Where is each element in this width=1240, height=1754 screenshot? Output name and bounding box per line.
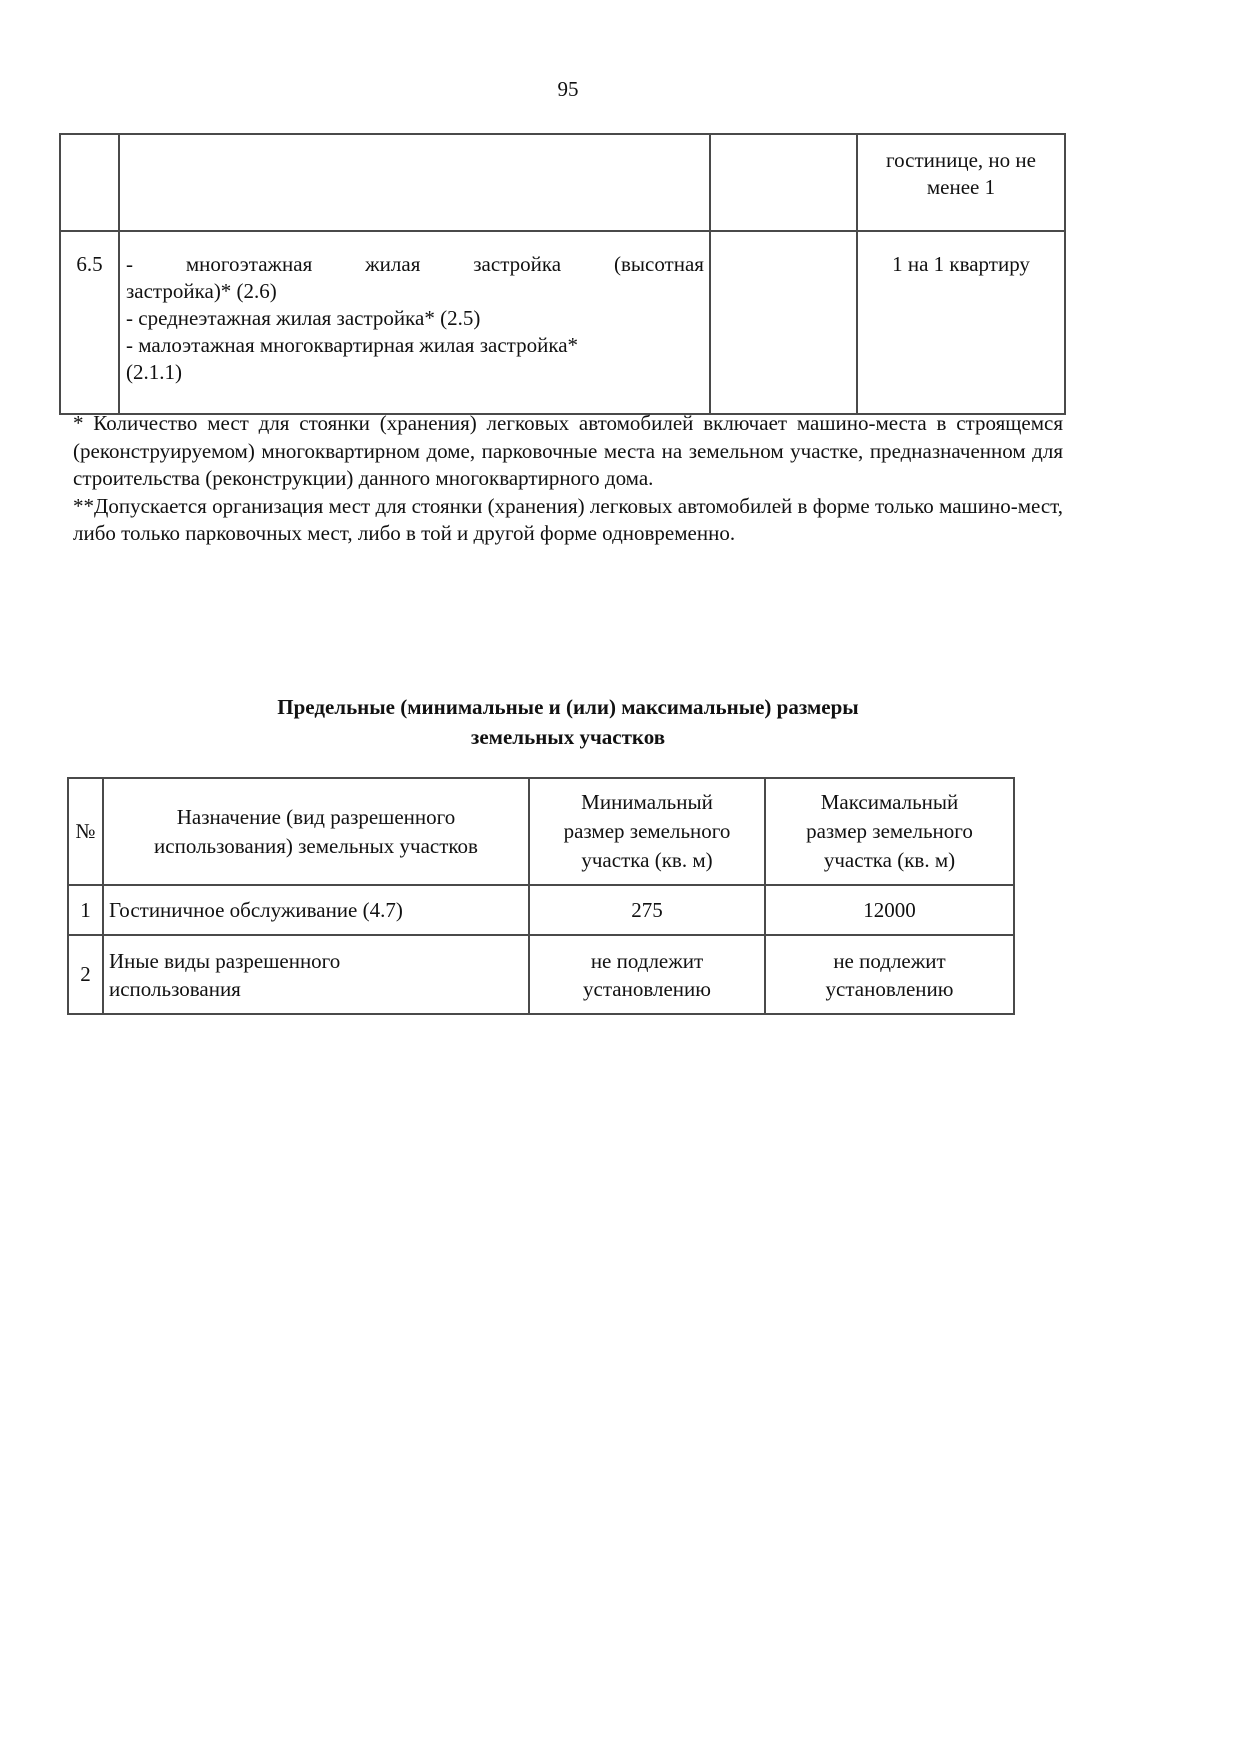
footnote-single-asterisk: * Количество мест для стоянки (хранения) легковых автомобилей включает машино-места в строящемся (реконструируемом) многоквартирном доме, парковочные места на земельном участке, предназначенном для строительства (реконструкции) данного многоквартирного дома. [73, 411, 1063, 491]
norm-line: гостинице, но не [886, 148, 1036, 172]
section-title [0, 692, 1136, 752]
header-line: размер земельного [806, 819, 973, 843]
cell-line: использования [109, 976, 241, 1001]
header-line: Минимальный [581, 790, 713, 814]
header-number: № [68, 778, 103, 885]
empty-cell [710, 231, 857, 414]
description-cell [119, 134, 710, 231]
cell-line: не подлежит [590, 948, 704, 973]
empty-cell [710, 134, 857, 231]
header-line: участка (кв. м) [823, 848, 956, 872]
footnotes [73, 410, 1063, 548]
cell-line: Иные виды разрешенного [109, 948, 341, 973]
description-line [126, 251, 704, 278]
header-line: размер земельного [563, 819, 731, 843]
purpose-cell [103, 885, 529, 935]
cell-line: 12000 [863, 898, 916, 922]
header-line: Назначение (вид разрешенного [176, 804, 456, 829]
header-line: использования) земельных участков [154, 833, 478, 858]
header-max-size [765, 778, 1014, 885]
table-row [68, 935, 1014, 1014]
max-size-cell [765, 935, 1014, 1014]
section-title-line: Предельные (минимальные и (или) максимальные) размеры [277, 695, 859, 719]
table-row [60, 231, 1065, 414]
table-header-row [68, 778, 1014, 885]
section-title-line: земельных участков [470, 725, 666, 749]
table-row [60, 134, 1065, 231]
description-word: застройка [473, 252, 562, 276]
norm-line: 1 на 1 квартиру [892, 252, 1030, 276]
land-plot-size-table [67, 777, 1015, 1015]
header-line: участка (кв. м) [581, 848, 713, 872]
cell-line: установлению [825, 976, 954, 1001]
row-number-cell: 1 [68, 885, 103, 935]
norm-cell [857, 134, 1065, 231]
min-size-cell [529, 935, 765, 1014]
description-word: (высотная [613, 252, 704, 276]
cell-line: не подлежит [833, 948, 946, 973]
cell-line: 275 [631, 898, 663, 922]
cell-line: Гостиничное обслуживание (4.7) [109, 898, 403, 922]
description-line: застройка)* (2.6) [126, 279, 277, 303]
header-min-size [529, 778, 765, 885]
row-number-cell [60, 134, 119, 231]
page-number: 95 [557, 77, 579, 101]
max-size-cell [765, 885, 1014, 935]
description-word: жилая [365, 252, 421, 276]
description-word: многоэтажная [185, 252, 313, 276]
row-number-cell: 6.5 [60, 231, 119, 414]
purpose-cell [103, 935, 529, 1014]
cell-line: установлению [583, 976, 711, 1001]
header-purpose [103, 778, 529, 885]
norm-cell [857, 231, 1065, 414]
footnote-double-asterisk: **Допускается организация мест для стоянки (хранения) легковых автомобилей в форме только машино-мест, либо только парковочных мест, либо в той и другой форме одновременно. [73, 493, 1063, 546]
min-size-cell [529, 885, 765, 935]
description-cell [119, 231, 710, 414]
norm-line: менее 1 [926, 175, 996, 199]
description-line: (2.1.1) [126, 360, 182, 384]
description-line: - малоэтажная многоквартирная жилая застройка* [126, 333, 579, 357]
header-line: Максимальный [820, 790, 959, 814]
parking-norms-table-continued [59, 133, 1066, 415]
table-row [68, 885, 1014, 935]
description-word: - [126, 252, 133, 276]
description-line: - среднеэтажная жилая застройка* (2.5) [126, 306, 481, 330]
row-number-cell: 2 [68, 935, 103, 1014]
